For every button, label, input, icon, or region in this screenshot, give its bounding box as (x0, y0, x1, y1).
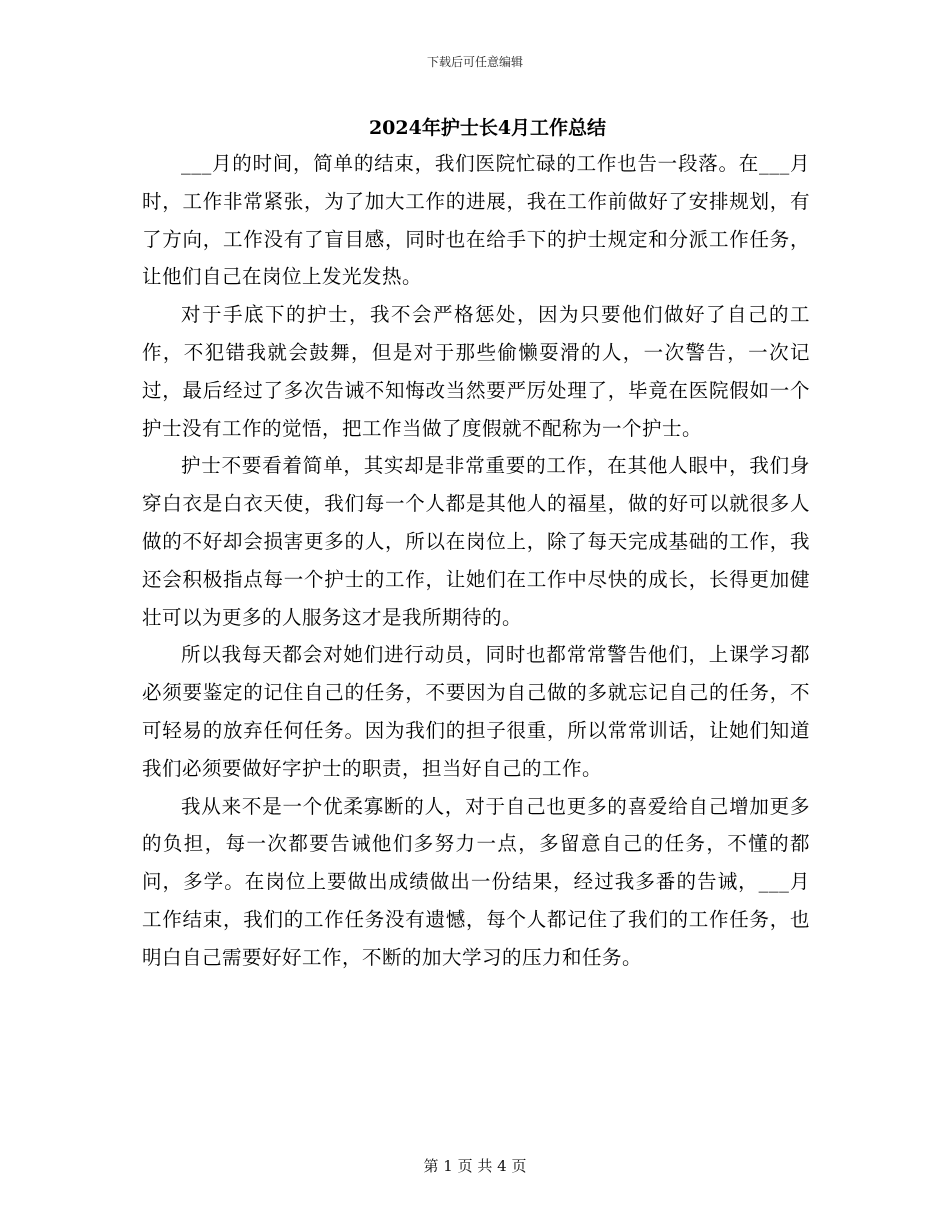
document-body (142, 145, 810, 977)
paragraph-5: 我从来不是一个优柔寡断的人，对于自己也更多的喜爱给自己增加更多的负担，每一次都要告诫他们多努力一点，多留意自己的任务，不懂的都问，多学。在岗位上要做出成绩做出一份结果，经过我多番的告诫，___月工作结束，我们的工作任务没有遗憾，每个人都记住了我们的工作任务，也明白自己需要好好工作，不断的加大学习的压力和任务。 (142, 794, 810, 969)
paragraph-4: 所以我每天都会对她们进行动员，同时也都常常警告他们，上课学习都必须要鉴定的记住自己的任务，不要因为自己做的多就忘记自己的任务，不可轻易的放弃任何任务。因为我们的担子很重，所以常常训话，让她们知道我们必须要做好字护士的职责，担当好自己的工作。 (142, 643, 810, 780)
page-header-note: 下载后可任意编辑 (426, 55, 523, 69)
page-number: 第 1 页 共 4 页 (423, 1157, 527, 1175)
paragraph-1: ___月的时间，简单的结束，我们医院忙碌的工作也告一段落。在___月时，工作非常紧张，为了加大工作的进展，我在工作前做好了安排规划，有了方向，工作没有了盲目感，同时也在给手下的护士规定和分派工作任务，让他们自己在岗位上发光发热。 (142, 152, 810, 289)
document-title: 2024年护士长4月工作总结 (368, 117, 607, 139)
paragraph-3: 护士不要看着简单，其实却是非常重要的工作，在其他人眼中，我们身穿白衣是白衣天使，我们每一个人都是其他人的福星，做的好可以就很多人做的不好却会损害更多的人，所以在岗位上，除了每天完成基础的工作，我还会积极指点每一个护士的工作，让她们在工作中尽快的成长，长得更加健壮可以为更多的人服务这才是我所期待的。 (142, 454, 810, 629)
paragraph-2: 对于手底下的护士，我不会严格惩处，因为只要他们做好了自己的工作，不犯错我就会鼓舞，但是对于那些偷懒耍滑的人，一次警告，一次记过，最后经过了多次告诫不知悔改当然要严厉处理了，毕竟在医院假如一个护士没有工作的觉悟，把工作当做了度假就不配称为一个护士。 (142, 303, 810, 440)
